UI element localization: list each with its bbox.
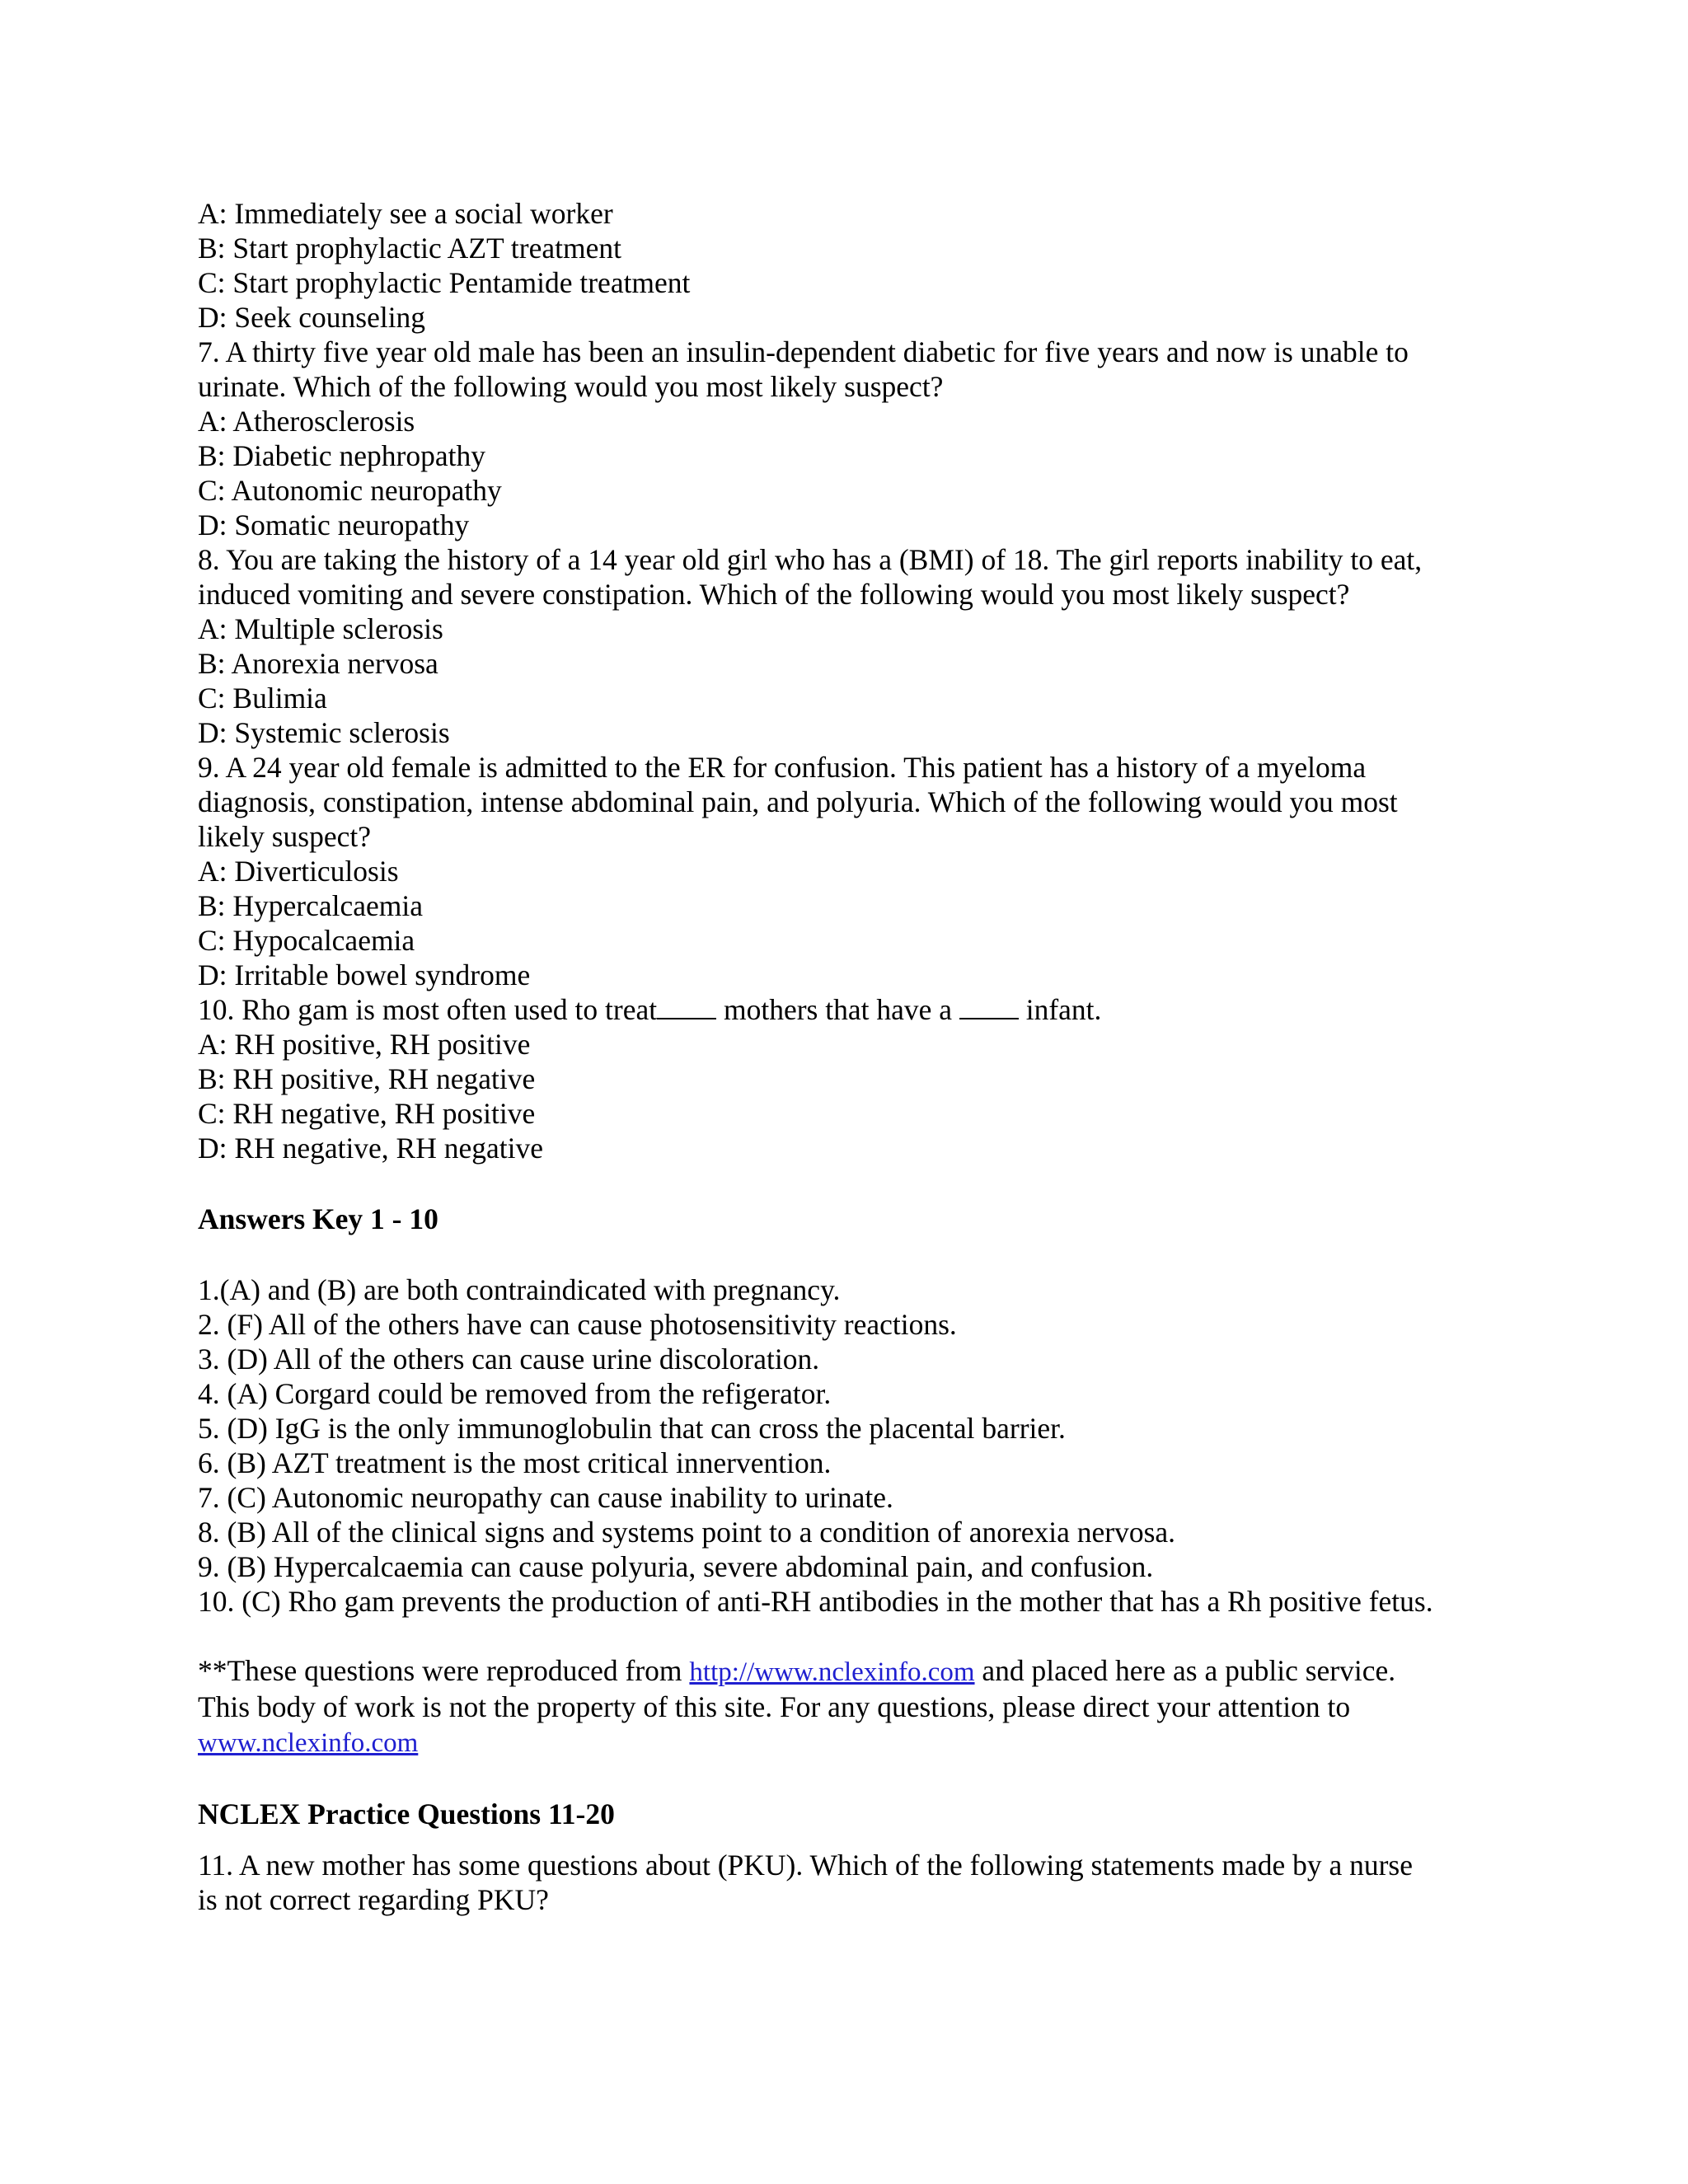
section-heading-11-20: NCLEX Practice Questions 11-20: [198, 1797, 615, 1830]
q8-option-a: A: Multiple sclerosis: [198, 612, 443, 645]
answer-7: 7. (C) Autonomic neuropathy can cause inability to urinate.: [198, 1481, 893, 1514]
fill-in-blank-1: [657, 993, 716, 1019]
answer-1: 1.(A) and (B) are both contraindicated with pregnancy.: [198, 1273, 841, 1306]
q11-text-line-2: is not correct regarding PKU?: [198, 1883, 549, 1916]
q6-option-b: B: Start prophylactic AZT treatment: [198, 232, 621, 265]
answers-key-heading: Answers Key 1 - 10: [198, 1202, 438, 1235]
reproduction-notice: [198, 1653, 1517, 1760]
answer-8: 8. (B) All of the clinical signs and systems point to a condition of anorexia nervosa.: [198, 1516, 1176, 1549]
question-10: [198, 992, 1517, 1165]
q10-text-part-3: infant.: [1018, 993, 1102, 1026]
q9-text-line-2: diagnosis, constipation, intense abdominal pain, and polyuria. Which of the following would you most: [198, 785, 1398, 818]
notice-line-1: [198, 1653, 1517, 1690]
q8-option-b: B: Anorexia nervosa: [198, 647, 438, 680]
answer-5: 5. (D) IgG is the only immunoglobulin that can cross the placental barrier.: [198, 1412, 1066, 1445]
question-11: [198, 1848, 1517, 1917]
notice-suffix: and placed here as a public service.: [974, 1654, 1396, 1687]
question-9: [198, 750, 1517, 992]
q8-text-line-2: induced vomiting and severe constipation. Which of the following would you most likely suspect?: [198, 578, 1350, 611]
answer-9: 9. (B) Hypercalcaemia can cause polyuria, severe abdominal pain, and confusion.: [198, 1550, 1154, 1583]
q9-text-line-3: likely suspect?: [198, 820, 371, 853]
q7-option-b: B: Diabetic nephropathy: [198, 439, 485, 472]
nclexinfo-link-1[interactable]: http://www.nclexinfo.com: [689, 1657, 975, 1687]
question-6-options: [198, 196, 1517, 335]
q10-option-b: B: RH positive, RH negative: [198, 1062, 536, 1095]
q9-option-b: B: Hypercalcaemia: [198, 889, 424, 922]
q8-option-d: D: Systemic sclerosis: [198, 716, 450, 749]
answers-list: [198, 1272, 1517, 1619]
answer-3: 3. (D) All of the others can cause urine discoloration.: [198, 1343, 820, 1376]
q6-option-a: A: Immediately see a social worker: [198, 197, 613, 230]
q7-option-c: C: Autonomic neuropathy: [198, 474, 502, 507]
question-7: [198, 335, 1517, 542]
nclexinfo-link-2[interactable]: www.nclexinfo.com: [198, 1728, 419, 1758]
q10-text-part-1: 10. Rho gam is most often used to treat: [198, 993, 658, 1026]
q7-option-a: A: Atherosclerosis: [198, 405, 415, 438]
q8-text-line-1: 8. You are taking the history of a 14 year old girl who has a (BMI) of 18. The girl reports inability to eat,: [198, 543, 1423, 576]
q7-option-d: D: Somatic neuropathy: [198, 509, 470, 541]
notice-prefix: **These questions were reproduced from: [198, 1654, 690, 1687]
answer-4: 4. (A) Corgard could be removed from the refigerator.: [198, 1377, 832, 1410]
q10-option-c: C: RH negative, RH positive: [198, 1097, 536, 1130]
answer-2: 2. (F) All of the others have can cause photosensitivity reactions.: [198, 1308, 957, 1341]
q10-option-a: A: RH positive, RH positive: [198, 1028, 531, 1061]
q6-option-c: C: Start prophylactic Pentamide treatment: [198, 266, 691, 299]
notice-line-3: [198, 1724, 1517, 1760]
q7-text-line-1: 7. A thirty five year old male has been an insulin-dependent diabetic for five years and now is unable to: [198, 335, 1409, 368]
question-8: [198, 542, 1517, 750]
answer-6: 6. (B) AZT treatment is the most critical innervention.: [198, 1446, 832, 1479]
q10-text: [198, 992, 1517, 1027]
q10-option-d: D: RH negative, RH negative: [198, 1132, 543, 1165]
q11-text-line-1: 11. A new mother has some questions about (PKU). Which of the following statements made by a nurse: [198, 1849, 1413, 1882]
q9-option-c: C: Hypocalcaemia: [198, 924, 415, 957]
q8-option-c: C: Bulimia: [198, 682, 327, 715]
q10-text-part-2: mothers that have a: [716, 993, 959, 1026]
notice-line-2: This body of work is not the property of this site. For any questions, please direct your attention to: [198, 1690, 1351, 1723]
document-page: [198, 196, 1517, 1917]
q9-option-a: A: Diverticulosis: [198, 855, 399, 888]
q9-option-d: D: Irritable bowel syndrome: [198, 958, 531, 991]
answer-10: 10. (C) Rho gam prevents the production of anti-RH antibodies in the mother that has a Rh positive fetus.: [198, 1585, 1433, 1618]
q7-text-line-2: urinate. Which of the following would you most likely suspect?: [198, 370, 944, 403]
q9-text-line-1: 9. A 24 year old female is admitted to the ER for confusion. This patient has a history of a myeloma: [198, 751, 1367, 784]
fill-in-blank-2: [959, 993, 1019, 1019]
q6-option-d: D: Seek counseling: [198, 301, 426, 334]
